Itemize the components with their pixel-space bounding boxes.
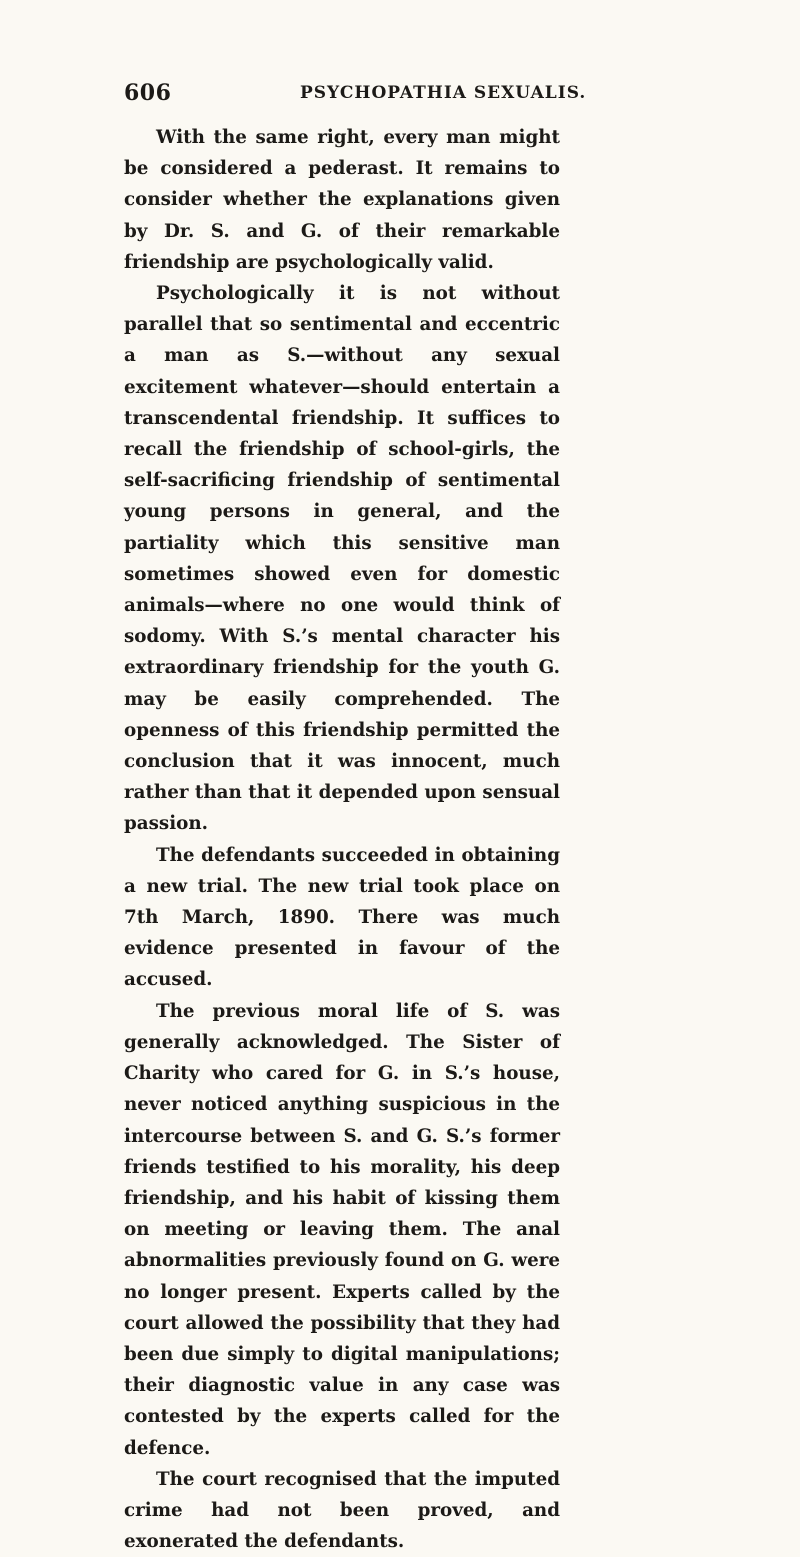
page-header [124,80,587,106]
paragraph: The court recognised that the imputed crime had not been proved, and exonerated the defendants. [124,1468,560,1553]
running-title: PSYCHOPATHIA SEXUALIS. [300,83,587,103]
paragraph: With the same right, every man might be considered a pederast. It remains to consider whether the explanations given by Dr. S. and G. of their remarkable friendship are psychologically valid. [124,127,560,273]
paragraph: Psychologically it is not without parallel that so sentimental and eccentric a man as S.—without any sexual excitement whatever—should entertain a transcendental friendship. It suffices to recall the friendship of school-girls, the self-sacrificing friendship of sentimental young persons in general, and the partiality which this sensitive man sometimes showed even for domestic animals—where no one would think of sodomy. With S.’s mental character his extraordinary friendship for the youth G. may be easily comprehended. The openness of this friendship permitted the conclusion that it was innocent, much rather than that it depended upon sensual passion. [124,283,560,835]
paragraph: The previous moral life of S. was generally acknowledged. The Sister of Charity who cared for G. in S.’s house, never noticed anything suspicious in the intercourse between S. and G. S.’s former friends testified to his morality, his deep friendship, and his habit of kissing them on meeting or leaving them. The anal abnormalities previously found on G. were no longer present. Experts called by the court allowed the possibility that they had been due simply to digital manipulations; their diagnostic value in any case was contested by the experts called for the defence. [124,1000,560,1459]
page-number: 606 [124,80,172,106]
body-text [124,122,560,1557]
paragraph: The defendants succeeded in obtaining a new trial. The new trial took place on 7th March, 1890. There was much evidence presented in favour of the accused. [124,844,560,991]
